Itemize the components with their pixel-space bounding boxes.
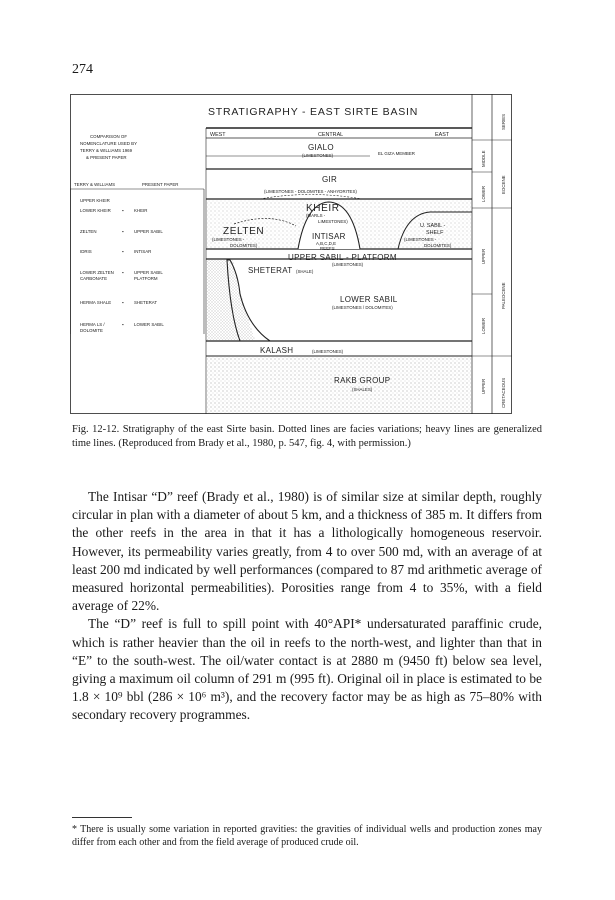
unit-kheir: KHEIR [306,203,340,214]
comparison-note-3: TERRY & WILLIAMS 1969 [80,148,133,153]
unit-intisar-sub2: REEFS [320,246,335,251]
unit-sheterat: SHETERAT [248,266,293,275]
subseries-middle: MIDDLE [481,150,486,167]
unit-zelten-sub2: DOLOMITES) [230,243,258,248]
col-right-header: PRESENT PAPER [142,182,179,187]
unit-kalash-sub: (LIMESTONES) [312,349,344,354]
comparison-note-2: NOMENCLATURE USED BY [80,141,138,146]
page-number: 274 [72,62,93,77]
nom-right-5: UPPER SABIL [134,270,163,275]
nom-left-6: CARBONATE [80,276,107,281]
unit-u-sabil-sub2: DOLOMITES) [424,243,452,248]
svg-text:▪: ▪ [122,270,124,275]
unit-intisar-sub1: A,B,C,D,E [316,241,337,246]
unit-sheterat-sub: (SHALE) [296,269,314,274]
nom-right-3: UPPER SABIL [134,229,163,234]
svg-text:▪: ▪ [122,229,124,234]
nom-left-7: HERMA SHALE [80,300,112,305]
subseries-upper-cretaceous: UPPER [481,378,486,394]
subseries-lower-paleocene: LOWER [481,317,486,334]
unit-rakb-sub: (SHALES) [352,387,373,392]
header-east: EAST [435,132,450,138]
paragraph: The Intisar “D” reef (Brady et al., 1980) is of similar size at similar depth, roughly circular in plan with a diameter of about 5 km, and a thickness of 385 m. It differs from the other reefs in the area in that it has a lithologically homogeneous reservoir. However, its permeability varies greatly, from 4 to over 500 md, with an average of at least 200 md indicated by well performances (compared to 87 md arithmetic average of measured horizontal permeabilities). Porosities range from 4 to 35%, with a field average of 22%. [72,489,542,614]
svg-text:▪: ▪ [122,322,124,327]
unit-intisar: INTISAR [312,232,346,241]
paragraph: The “D” reef is full to spill point with 40°API* undersaturated paraffinic crude, which is rather heavier than the oil in reefs to the north-west, and lighter than that in “E” to the south-west. The oil/water contact is at 2880 m (9450 ft) below sea level, giving a maximum oil column of 291 m (995 ft). Original oil in place is estimated to be 1.8 × 10⁹ bbl (286 × 10⁶ m³), and the recovery factor may be as high as 75–80% with secondary recovery programmes. [72,616,542,723]
series-cretaceous: CRETACEOUS [501,377,506,408]
svg-text:▪: ▪ [122,249,124,254]
nom-right-2: KHEIR [134,208,148,213]
header-west: WEST [210,132,226,138]
col-left-header: TERRY & WILLIAMS [74,182,116,187]
unit-upper-sabil-sub: (LIMESTONES) [332,262,364,267]
comparison-note-1: COMPARISON OF [90,134,127,139]
series-eocene: EOCENE [501,175,506,194]
nom-right-6: PLATFORM [134,276,158,281]
unit-gir: GIR [322,175,338,184]
unit-upper-sabil-platform: UPPER SABIL - PLATFORM [288,253,397,262]
unit-zelten-sub1: (LIMESTONES - [212,237,245,242]
header-central: CENTRAL [318,132,344,138]
unit-lower-sabil: LOWER SABIL [340,295,398,304]
body-text [72,488,542,725]
unit-kheir-sub2: LIMESTONES) [318,219,348,224]
nom-right-7: SHETERAT [134,300,158,305]
nom-right-4: INTISAR [134,249,152,254]
nom-left-8: HERMA LS / [80,322,105,327]
subseries-upper-paleocene: UPPER [481,248,486,264]
svg-text:▪: ▪ [122,300,124,305]
unit-u-sabil-1: U. SABIL - [420,223,446,229]
unit-el-giza: EL GIZA MEMBER [378,151,415,156]
series-header: SERIES [501,113,506,130]
figure-caption: Fig. 12-12. Stratigraphy of the east Sirte basin. Dotted lines are facies variations; heavy lines are generalized time lines. (Reproduced from Brady et al., 1980, p. 547, fig. 4, with permission.) [72,424,542,449]
unit-zelten: ZELTEN [223,226,265,237]
unit-u-sabil-sub1: (LIMESTONES - [404,237,437,242]
unit-gialo-sub: (LIMESTONES) [302,153,334,158]
footnote-rule [72,817,132,818]
comparison-note-4: & PRESENT PAPER [86,155,127,160]
unit-lower-sabil-sub: (LIMESTONES / DOLOMITES) [332,305,393,310]
svg-text:▪: ▪ [122,208,124,213]
unit-rakb: RAKB GROUP [334,376,391,385]
unit-gialo: GIALO [308,143,334,152]
figure-title: STRATIGRAPHY - EAST SIRTE BASIN [208,106,419,118]
series-paleocene: PALEOCENE [501,282,506,309]
nom-left-3: ZELTEN [80,229,97,234]
unit-kalash: KALASH [260,346,294,355]
stratigraphy-figure [70,94,512,414]
nom-right-8: LOWER SABIL [134,322,164,327]
unit-kheir-sub1: (MARLS - [306,213,326,218]
nom-left-1: UPPER KHEIR [80,198,110,203]
subseries-lower-eocene: LOWER [481,185,486,202]
unit-u-sabil-2: SHELF [426,230,444,236]
footnote: * There is usually some variation in reported gravities: the gravities of individual wells and production zones may differ from each other and from the field average of produced crude oil. [72,824,542,848]
unit-gir-sub: (LIMESTONES - DOLOMITES - ANHYDRITES) [264,189,357,194]
nom-left-4: IDRIS [80,249,92,254]
nom-left-2: LOWER KHEIR [80,208,111,213]
nom-left-9: DOLOMITE [80,328,103,333]
nom-left-5: LOWER ZELTEN [80,270,114,275]
